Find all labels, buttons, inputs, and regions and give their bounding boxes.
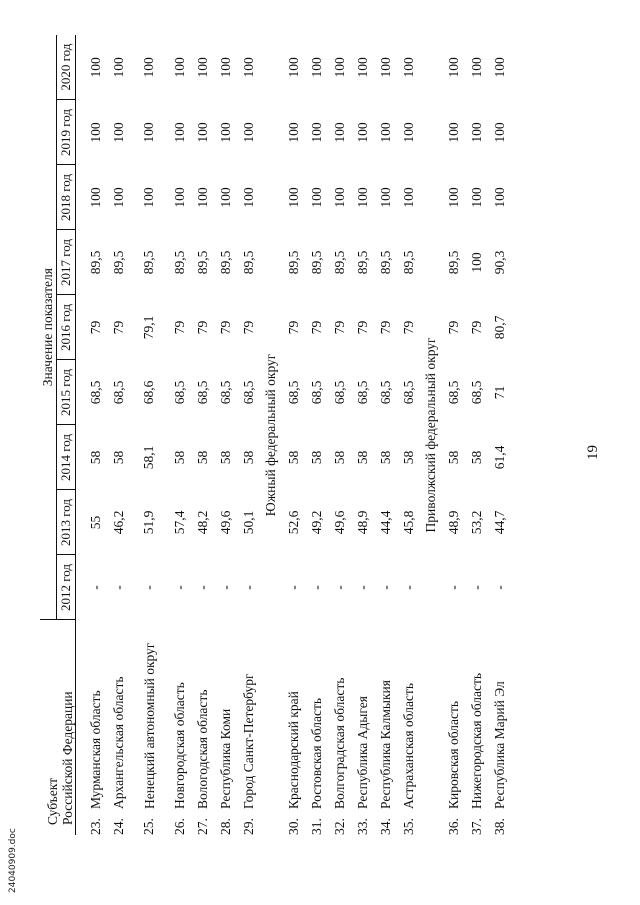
table-row: [351, 35, 374, 835]
region-name: Вологодская область: [195, 689, 210, 809]
value-cell: 100: [377, 57, 393, 78]
value-cell: 68,5: [331, 380, 347, 405]
value-cell: 89,5: [400, 250, 416, 275]
value-cell: -: [468, 585, 484, 590]
value-cell: 68,5: [194, 380, 210, 405]
value-cell: 68,5: [87, 380, 103, 405]
value-cell: -: [308, 585, 324, 590]
value-cell: 58: [240, 450, 256, 465]
value-cell: -: [240, 585, 256, 590]
year-header: 2013 год: [57, 490, 76, 555]
row-number: 28.: [217, 818, 233, 835]
value-cell: 58: [194, 450, 210, 465]
value-cell: 89,5: [377, 250, 393, 275]
value-cell: 100: [468, 187, 484, 208]
table-row: [237, 35, 260, 835]
row-number: 26.: [171, 818, 187, 835]
year-header: 2015 год: [57, 360, 76, 425]
row-number: 25.: [141, 818, 156, 835]
value-cell: 58: [468, 450, 484, 465]
row-number: 36.: [445, 818, 461, 835]
region-name: Республика Коми: [218, 708, 233, 809]
value-cell: 50,1: [240, 510, 256, 535]
page-number: 19: [585, 445, 601, 460]
value-cell: 89,5: [331, 250, 347, 275]
value-cell: 100: [141, 187, 156, 208]
year-header: 2016 год: [57, 295, 76, 360]
value-cell: 58: [110, 450, 126, 465]
region-name: Ростовская область: [309, 698, 324, 809]
value-cell: -: [354, 585, 370, 590]
value-cell: 100: [285, 187, 301, 208]
value-cell: 58: [354, 450, 370, 465]
value-cell: 61,4: [491, 445, 507, 470]
value-cell: 58: [171, 450, 187, 465]
region-name: Мурманская область: [88, 690, 103, 809]
value-cell: 89,5: [217, 250, 233, 275]
value-cell: -: [110, 585, 126, 590]
value-cell: 89,5: [240, 250, 256, 275]
row-number: 32.: [331, 818, 347, 835]
value-cell: 100: [491, 57, 507, 78]
region-name: Астраханская область: [401, 683, 416, 809]
value-cell: 68,5: [308, 380, 324, 405]
value-cell: 51,9: [141, 510, 156, 535]
region-name: Краснодарский край: [286, 691, 301, 809]
value-cell: 100: [308, 57, 324, 78]
region-name: Республика Адыгея: [355, 696, 370, 809]
value-cell: 68,5: [354, 380, 370, 405]
value-cell: 100: [285, 122, 301, 143]
value-cell: 100: [445, 122, 461, 143]
value-cell: -: [194, 585, 210, 590]
row-number: 29.: [240, 818, 256, 835]
table-row: [397, 35, 420, 835]
value-cell: 100: [217, 187, 233, 208]
region-name: Республика Калмыкия: [378, 680, 393, 809]
value-cell: 90,3: [491, 250, 507, 275]
table-row: [442, 35, 465, 835]
value-cell: 89,5: [354, 250, 370, 275]
value-cell: 68,5: [285, 380, 301, 405]
value-cell: 49,2: [308, 510, 324, 535]
subject-column-header: [40, 620, 76, 835]
year-header: 2014 год: [57, 425, 76, 490]
value-cell: 100: [171, 187, 187, 208]
table-row: [328, 35, 351, 835]
table-row: [214, 35, 237, 835]
value-cell: 49,6: [331, 510, 347, 535]
values-column-header: Значение показателя: [40, 35, 57, 620]
value-cell: 58: [217, 450, 233, 465]
year-header: 2019 год: [57, 100, 76, 165]
value-cell: 100: [240, 57, 256, 78]
value-cell: 68,5: [240, 380, 256, 405]
year-header: 2018 год: [57, 165, 76, 230]
district-header-row: [260, 35, 282, 835]
row-number: 35.: [400, 818, 416, 835]
value-cell: 58: [377, 450, 393, 465]
value-cell: 100: [468, 252, 484, 273]
value-cell: 68,5: [468, 380, 484, 405]
value-cell: 89,5: [194, 250, 210, 275]
value-cell: -: [331, 585, 347, 590]
row-number: 27.: [194, 818, 210, 835]
value-cell: 79: [217, 320, 233, 335]
value-cell: 79: [445, 320, 461, 335]
value-cell: 79: [308, 320, 324, 335]
value-cell: 58: [285, 450, 301, 465]
value-cell: 89,5: [87, 250, 103, 275]
value-cell: 68,5: [217, 380, 233, 405]
value-cell: 100: [400, 187, 416, 208]
value-cell: 68,5: [377, 380, 393, 405]
value-cell: 55: [87, 515, 103, 530]
value-cell: -: [87, 585, 103, 590]
value-cell: 79: [468, 320, 484, 335]
table-row: [488, 35, 511, 835]
district-name: Приволжский федеральный округ: [423, 337, 438, 533]
value-cell: -: [217, 585, 233, 590]
value-cell: 49,6: [217, 510, 233, 535]
value-cell: 100: [87, 122, 103, 143]
value-cell: 58: [400, 450, 416, 465]
value-cell: 79: [354, 320, 370, 335]
row-number: 38.: [491, 818, 507, 835]
district-header-row: [420, 35, 442, 835]
value-cell: 45,8: [400, 510, 416, 535]
region-name: Волгоградская область: [332, 677, 347, 809]
value-cell: 100: [354, 187, 370, 208]
value-cell: 100: [377, 122, 393, 143]
subject-header-line-2: Российской Федерации: [60, 691, 75, 825]
value-cell: 48,2: [194, 510, 210, 535]
value-cell: 100: [141, 122, 156, 143]
indicator-table: [40, 35, 511, 835]
value-cell: 79: [377, 320, 393, 335]
district-name: Южный федеральный округ: [263, 353, 278, 517]
value-cell: 89,5: [308, 250, 324, 275]
value-cell: 44,4: [377, 510, 393, 535]
region-name: Республика Марий Эл: [492, 681, 507, 809]
value-cell: 89,5: [171, 250, 187, 275]
value-cell: 100: [110, 187, 126, 208]
year-header: 2017 год: [57, 230, 76, 295]
region-name: Нижегородская область: [469, 672, 484, 809]
value-cell: -: [141, 585, 156, 590]
value-cell: 100: [354, 57, 370, 78]
value-cell: 100: [194, 187, 210, 208]
row-number: 33.: [354, 818, 370, 835]
value-cell: 100: [217, 57, 233, 78]
value-cell: 100: [331, 57, 347, 78]
table-row: [465, 35, 488, 835]
value-cell: 58: [331, 450, 347, 465]
value-cell: 100: [331, 187, 347, 208]
value-cell: 46,2: [110, 510, 126, 535]
value-cell: -: [400, 585, 416, 590]
year-header: 2012 год: [57, 555, 76, 620]
value-cell: 58,1: [141, 445, 156, 470]
table-row: [282, 35, 305, 835]
table-row: [168, 35, 191, 835]
value-cell: 80,7: [491, 315, 507, 340]
value-cell: 100: [445, 187, 461, 208]
value-cell: 79: [87, 320, 103, 335]
row-number: 30.: [285, 818, 301, 835]
region-name: Кировская область: [446, 700, 461, 809]
value-cell: 58: [445, 450, 461, 465]
value-cell: 100: [141, 57, 156, 78]
value-cell: 100: [171, 57, 187, 78]
value-cell: 100: [87, 187, 103, 208]
value-cell: 100: [308, 187, 324, 208]
value-cell: 68,5: [445, 380, 461, 405]
value-cell: 52,6: [285, 510, 301, 535]
value-cell: 53,2: [468, 510, 484, 535]
value-cell: 100: [491, 187, 507, 208]
subject-header-line-1: Субъект: [45, 777, 60, 825]
value-cell: 100: [285, 57, 301, 78]
row-number: 24.: [110, 818, 126, 835]
table-row: [130, 35, 168, 835]
year-header: 2020 год: [57, 35, 76, 100]
value-cell: 100: [87, 57, 103, 78]
region-name: Город Санкт-Петербург: [241, 673, 256, 809]
value-cell: 100: [217, 122, 233, 143]
value-cell: 100: [400, 57, 416, 78]
table-row: [305, 35, 328, 835]
value-cell: 89,5: [110, 250, 126, 275]
value-cell: 100: [491, 122, 507, 143]
value-cell: 71: [491, 385, 507, 400]
value-cell: 79: [285, 320, 301, 335]
region-name: Архангельская область: [111, 676, 126, 809]
table-body: [76, 35, 512, 835]
value-cell: 100: [240, 187, 256, 208]
value-cell: 89,5: [445, 250, 461, 275]
value-cell: -: [171, 585, 187, 590]
value-cell: 68,5: [171, 380, 187, 405]
value-cell: 68,6: [141, 380, 156, 405]
value-cell: 100: [354, 122, 370, 143]
value-cell: -: [377, 585, 393, 590]
value-cell: 100: [331, 122, 347, 143]
value-cell: 100: [468, 57, 484, 78]
value-cell: 79: [400, 320, 416, 335]
table-row: [374, 35, 397, 835]
value-cell: 68,5: [400, 380, 416, 405]
row-number: 23.: [87, 818, 103, 835]
value-cell: 100: [194, 57, 210, 78]
value-cell: 89,5: [141, 250, 156, 275]
value-cell: 79: [240, 320, 256, 335]
value-cell: 100: [110, 57, 126, 78]
value-cell: -: [445, 585, 461, 590]
value-cell: 89,5: [285, 250, 301, 275]
file-name: 24040909.doc: [8, 828, 18, 893]
table-row: [84, 35, 107, 835]
value-cell: 100: [240, 122, 256, 143]
value-cell: 100: [377, 187, 393, 208]
value-cell: 58: [87, 450, 103, 465]
value-cell: 100: [308, 122, 324, 143]
value-cell: 79,1: [141, 315, 156, 340]
value-cell: -: [285, 585, 301, 590]
region-name: Ненецкий автономный округ: [141, 642, 157, 809]
value-cell: -: [491, 585, 507, 590]
value-cell: 100: [110, 122, 126, 143]
value-cell: 68,5: [110, 380, 126, 405]
row-number: 37.: [468, 818, 484, 835]
value-cell: 79: [110, 320, 126, 335]
value-cell: 100: [400, 122, 416, 143]
region-name: Новгородская область: [172, 682, 187, 809]
value-cell: 79: [171, 320, 187, 335]
value-cell: 100: [468, 122, 484, 143]
table-row: [191, 35, 214, 835]
value-cell: 44,7: [491, 510, 507, 535]
value-cell: 79: [331, 320, 347, 335]
table-row: [107, 35, 130, 835]
value-cell: 79: [194, 320, 210, 335]
value-cell: 100: [445, 57, 461, 78]
row-number: 34.: [377, 818, 393, 835]
value-cell: 57,4: [171, 510, 187, 535]
value-cell: 100: [194, 122, 210, 143]
value-cell: 48,9: [354, 510, 370, 535]
value-cell: 48,9: [445, 510, 461, 535]
value-cell: 100: [171, 122, 187, 143]
row-number: 31.: [308, 818, 324, 835]
value-cell: 58: [308, 450, 324, 465]
